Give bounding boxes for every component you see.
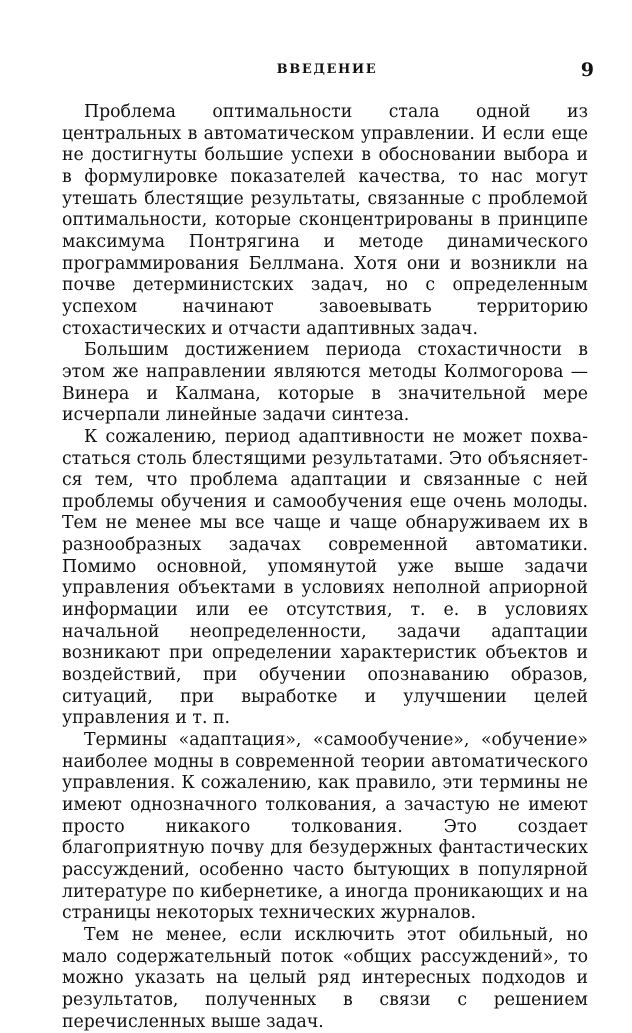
paragraph: Термины «адаптация», «самообучение», «обучение» наиболее модны в современной теории автоматического управления. К сожалению, как правило, эти термины не имеют однозначного толкования, а зачастую не имеют просто никакого толкования. Это создает благоприятную почву для безудержных фантастических рассуждений, особенно часто бытующих в популярной литературе по кибернетике, а иногда проникающих и на страницы некоторых технических журналов. (62, 730, 588, 924)
paragraph: Тем не менее, если исключить этот обильный, но мало содержательный поток «общих рассуждений», то можно указать на целый ряд интересных подходов и результатов, полученных в связи с решением перечисленных выше задач. (62, 924, 588, 1032)
paragraph: Проблема оптимальности стала одной из центральных в автоматическом управлении. И если еще не достигнуты большие успехи в обосновании выбора и в формулировке показателей качества, то нас могут утешать блестящие результаты, связанные с проблемой оптимальности, которые сконцентрированы в принципе максимума Понтрягина и методе динамического программирования Беллмана. Хотя они и возникли на почве детерминистских задач, но с определенным успехом начинают завоевывать территорию стохастических и отчасти адаптивных задач. (62, 102, 588, 339)
running-title: ВВЕДЕНИЕ (276, 62, 378, 77)
paragraph: К сожалению, период адаптивности не может похвастаться столь блестящими результатами. Это объясняется тем, что проблема адаптации и связанные с ней проблемы обучения и самообучения еще очень молоды. Тем не менее мы все чаще и чаще обнаруживаем их в разнообразных задачах современной автоматики. Помимо основной, упомянутой уже выше задачи управления объектами в условиях неполной априорной информации или ее отсутствия, т. е. в условиях начальной неопределенности, задачи адаптации возникают при определении характеристик объектов и воздействий, при обучении опознаванию образов, ситуаций, при выработке и улучшении целей управления и т. п. (62, 426, 588, 729)
body-text (62, 102, 588, 1033)
page-number: 9 (580, 59, 594, 81)
paragraph: Большим достижением периода стохастичности в этом же направлении являются методы Колмогорова — Винера и Калмана, которые в значительной мере исчерпали линейные задачи синтеза. (62, 340, 588, 426)
page-header (60, 59, 594, 82)
